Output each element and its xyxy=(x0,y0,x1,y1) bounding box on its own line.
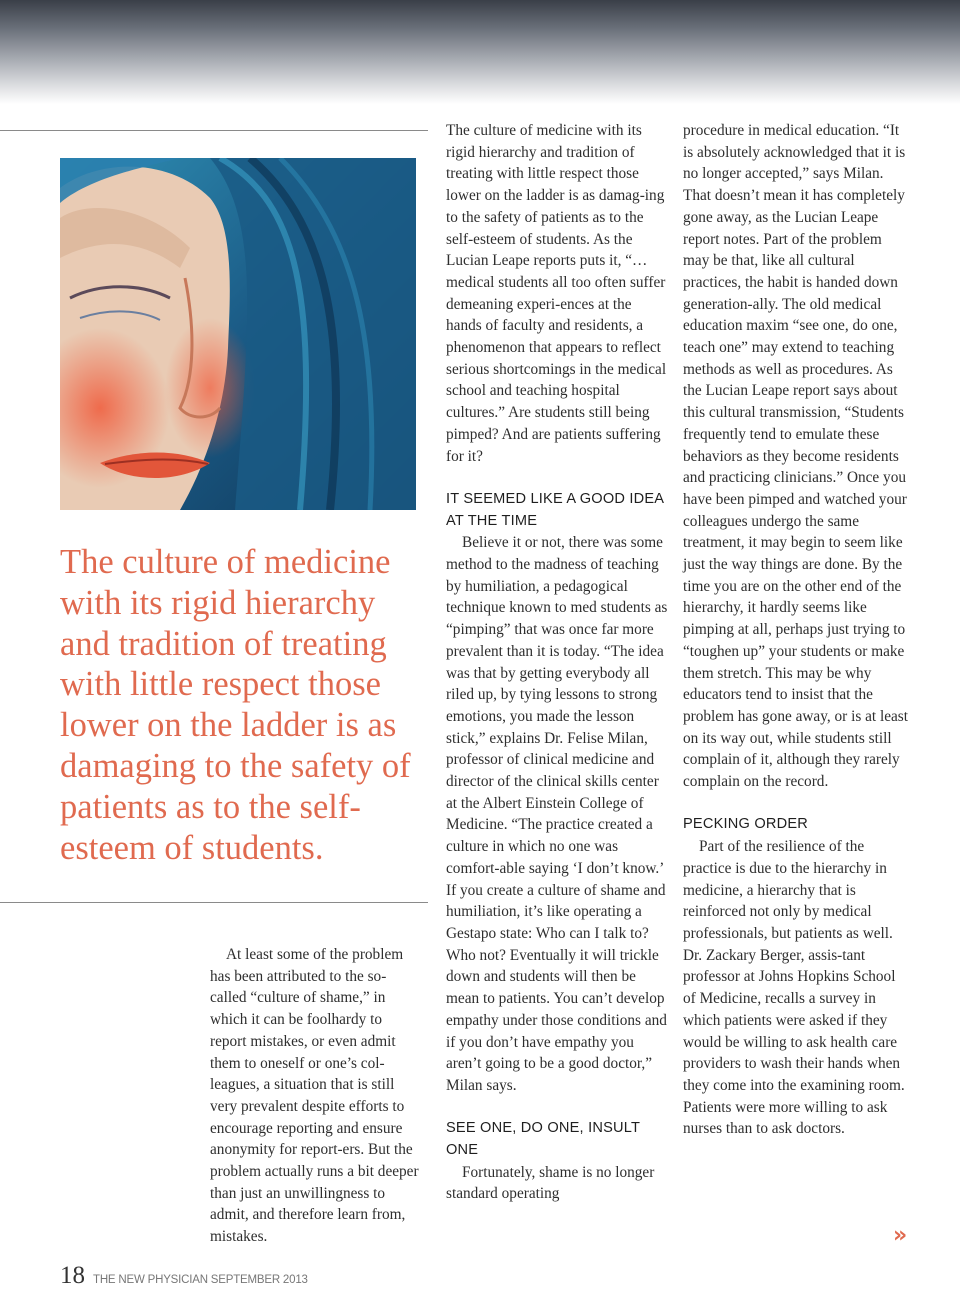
page-footer xyxy=(60,1262,308,1290)
top-divider xyxy=(0,130,428,131)
section-heading: IT SEEMED LIKE A GOOD IDEA AT THE TIME xyxy=(446,490,664,529)
body-paragraph: At least some of the problem has been attributed to the so-called “culture of shame,” in which it can be foolhardy to report mistakes, or even admit them to oneself or one’s col-leagues, a situation that is still very prevalent despite efforts to encourage reporting and ensure anonymity for report-ers. But the problem actually runs a bit deeper than just an unwillingness to admit, and therefore learn from, mistakes. xyxy=(210,946,419,1246)
body-paragraph: The culture of medicine with its rigid hierarchy and tradition of treating with little respect those lower on the ladder is as damag-ing to the safety of patients as to the self-esteem of students. As the Lucian Leape reports puts it, “…medical students all too often suffer demeaning experi-ences at the hands of faculty and residents, a phenomenon that appears to reflect serious shortcomings in the medical school and teaching hospital cultures.” Are students still being pimped? And are patients suffering for it? xyxy=(446,122,667,465)
body-paragraph: Part of the resilience of the practice is due to the hierarchy in medicine, a hierarchy that is reinforced not only by medical professionals, but patients as well. Dr. Zackary Berger, assis-tant professor at Johns Hopkins School of Medicine, recalls a survey in which patients were asked if they would be willing to ask health care providers to wash their hands when they come into the examining room. Patients were more willing to ask nurses than to ask doctors. xyxy=(683,838,905,1138)
column-right xyxy=(683,120,909,1140)
column-left xyxy=(210,944,420,1248)
pull-quote: The culture of medicine with its rigid hierarchy and tradition of treating with little respect those lower on the ladder is as damaging to the safety of patients as to the self-esteem of students. xyxy=(60,543,411,867)
body-paragraph: Believe it or not, there was some method to the madness of teaching by humiliation, a pedagogical technique known to med students as “pimping” that was once far more prevalent than it is today. “The idea was that by getting everybody all riled up, by tying lessons to strong emotions, you made the lesson stick,” explains Dr. Felise Milan, professor of clinical medicine and director of the clinical skills center at the Albert Einstein College of Medicine. “The practice created a culture in which no one was comfort-able saying ‘I don’t know.’ If you create a culture of shame and humiliation, it’s like operating a Gestapo state: Who can I talk to? Who not? Eventually it will trickle down and students will then be mean to patients. You can’t develop empathy under those conditions and if you don’t have empathy you aren’t going to be a good doctor,” Milan says. xyxy=(446,534,668,1094)
page-number: 18 xyxy=(60,1262,85,1289)
portrait-illustration-icon xyxy=(60,158,416,510)
continue-arrow-icon: » xyxy=(893,1223,908,1248)
publication-folio: THE NEW PHYSICIAN SEPTEMBER 2013 xyxy=(93,1274,308,1286)
section-heading: PECKING ORDER xyxy=(683,816,809,833)
body-paragraph: procedure in medical education. “It is absolutely acknowledged that it is no longer accepted,” says Milan. That doesn’t mean it has completely gone away, as the Lucian Leape report notes. Part of the problem may be that, like all cultural practices, the habit is handed down generation-ally. The old medical education maxim “see one, do one, teach one” may extend to teaching methods as well as procedures. As the Lucian Leape report says about this cultural transmission, “Students frequently tend to emulate these behaviors as they become residents and practicing clinicians.” Once you have been pimped and watched your colleagues undergo the same treatment, it may begin to seem like just the way things are done. By the time you are on the other end of the hierarchy, it hardly seems like pimping at all, perhaps just trying to “toughen up” your students or make them stretch. This may be why educators tend to insist that the problem has gone away, or is at least on its way out, while students still complain of it, although they rarely complain on the record. xyxy=(683,122,908,791)
column-middle xyxy=(446,120,668,1205)
portrait-illustration xyxy=(60,158,416,510)
body-paragraph: Fortunately, shame is no longer standard operating xyxy=(446,1163,655,1203)
section-heading: SEE ONE, DO ONE, INSULT ONE xyxy=(446,1120,640,1159)
header-gradient-band xyxy=(0,0,960,104)
mid-divider xyxy=(0,902,428,903)
